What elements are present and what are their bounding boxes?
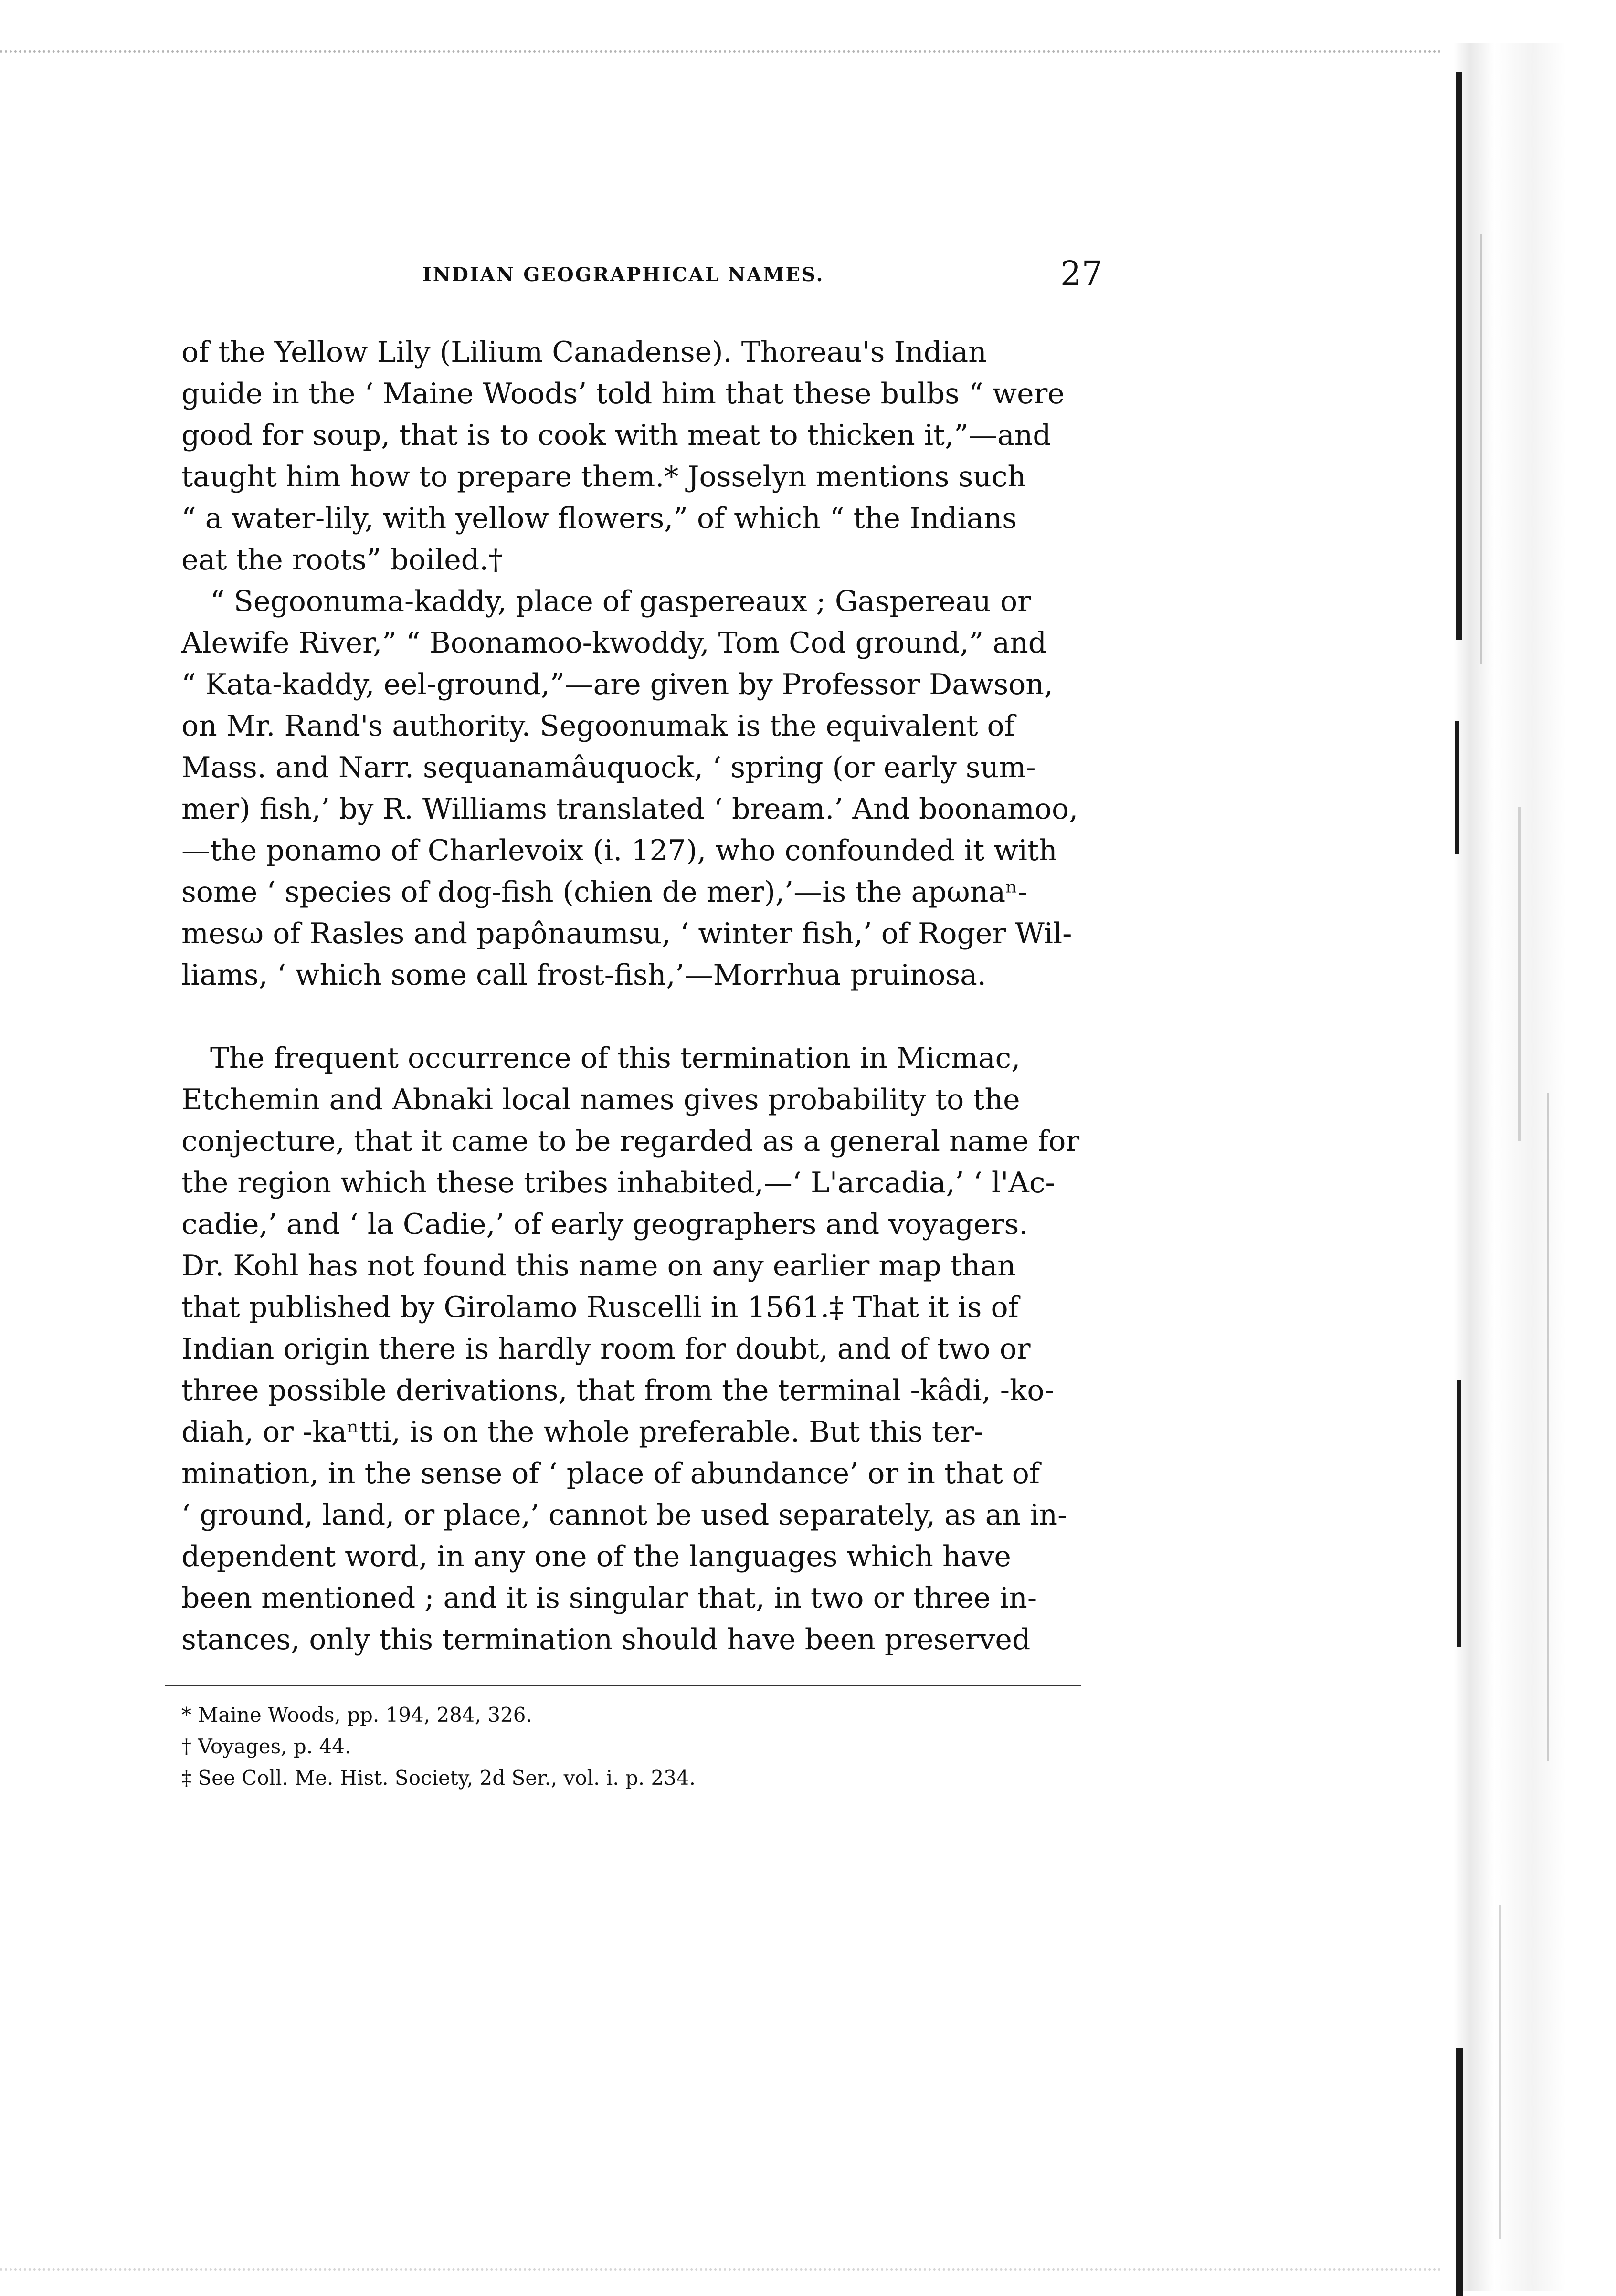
text-line: on Mr. Rand's authority. Segoonumak is the equivalent of <box>181 709 1015 743</box>
scan-edge-top <box>0 50 1451 53</box>
text-line: “ Kata-kaddy, eel-ground,”—are given by Professor Dawson, <box>181 668 1053 701</box>
text-line: good for soup, that is to cook with meat to thicken it,”—and <box>181 419 1051 452</box>
paragraph-lily <box>181 332 1103 581</box>
text-line: some ‘ species of dog-fish (chien de mer),’—is the apωnaⁿ- <box>181 875 1028 909</box>
text-line: Alewife River,” “ Boonamoo-kwoddy, Tom Cod ground,” and <box>181 626 1047 660</box>
scan-edge-bottom <box>0 2268 1451 2271</box>
text-line: Indian origin there is hardly room for doubt, and of two or <box>181 1332 1031 1366</box>
text-line: “ a water-lily, with yellow flowers,” of which “ the Indians <box>181 502 1017 535</box>
text-line: “ Segoonuma-kaddy, place of gaspereaux ; Gaspereau or <box>210 585 1031 618</box>
text-line: ‘ ground, land, or place,’ cannot be used separately, as an in- <box>181 1498 1067 1532</box>
text-line: dependent word, in any one of the languages which have <box>181 1540 1011 1573</box>
paragraph-termination <box>181 1038 1103 1661</box>
text-line: of the Yellow Lily (Lilium Canadense). Thoreau's Indian <box>181 336 987 369</box>
text-line: conjecture, that it came to be regarded as a general name for <box>181 1125 1080 1158</box>
text-line: mination, in the sense of ‘ place of abundance’ or in that of <box>181 1457 1040 1490</box>
footnote-voyages: † Voyages, p. 44. <box>181 1735 351 1758</box>
paragraph-segoonuma <box>181 581 1103 996</box>
text-line: Etchemin and Abnaki local names gives probability to the <box>181 1083 1020 1116</box>
text-line: cadie,’ and ‘ la Cadie,’ of early geographers and voyagers. <box>181 1208 1028 1241</box>
footnote-maine-woods: * Maine Woods, pp. 194, 284, 326. <box>181 1703 532 1727</box>
book-binding-shadow <box>1442 43 1616 2291</box>
text-line: eat the roots” boiled.† <box>181 543 503 577</box>
text-line: guide in the ‘ Maine Woods’ told him that these bulbs “ were <box>181 377 1065 411</box>
text-line: mesω of Rasles and papônaumsu, ‘ winter fish,’ of Roger Wil- <box>181 917 1072 950</box>
running-head-title: INDIAN GEOGRAPHICAL NAMES. <box>422 263 824 286</box>
text-line: stances, only this termination should have been preserved <box>181 1623 1031 1656</box>
text-line: taught him how to prepare them.* Josselyn mentions such <box>181 460 1026 494</box>
text-line: Mass. and Narr. sequanamâuquock, ‘ spring (or early sum- <box>181 751 1036 784</box>
footnotes <box>181 1699 1088 1794</box>
text-line: Dr. Kohl has not found this name on any earlier map than <box>181 1249 1016 1283</box>
text-line: diah, or -kaⁿtti, is on the whole preferable. But this ter- <box>181 1415 984 1449</box>
text-line: liams, ‘ which some call frost-fish,’—Morrhua pruinosa. <box>181 958 987 992</box>
running-head <box>181 254 1103 310</box>
body-text <box>181 332 1103 1661</box>
text-line: The frequent occurrence of this termination in Micmac, <box>210 1042 1021 1075</box>
text-line: been mentioned ; and it is singular that, in two or three in- <box>181 1581 1037 1615</box>
text-line: mer) fish,’ by R. Williams translated ‘ bream.’ And boonamoo, <box>181 792 1078 826</box>
text-line: that published by Girolamo Ruscelli in 1561.‡ That it is of <box>181 1291 1019 1324</box>
footnote-divider <box>165 1685 1081 1686</box>
text-line: three possible derivations, that from the terminal -kâdi, -ko- <box>181 1374 1054 1407</box>
text-line: the region which these tribes inhabited,—‘ L'arcadia,’ ‘ l'Ac- <box>181 1166 1055 1200</box>
text-line: —the ponamo of Charlevoix (i. 127), who confounded it with <box>181 834 1057 867</box>
footnote-coll-me-hist: ‡ See Coll. Me. Hist. Society, 2d Ser., vol. i. p. 234. <box>181 1766 696 1790</box>
page-number: 27 <box>1060 254 1103 293</box>
